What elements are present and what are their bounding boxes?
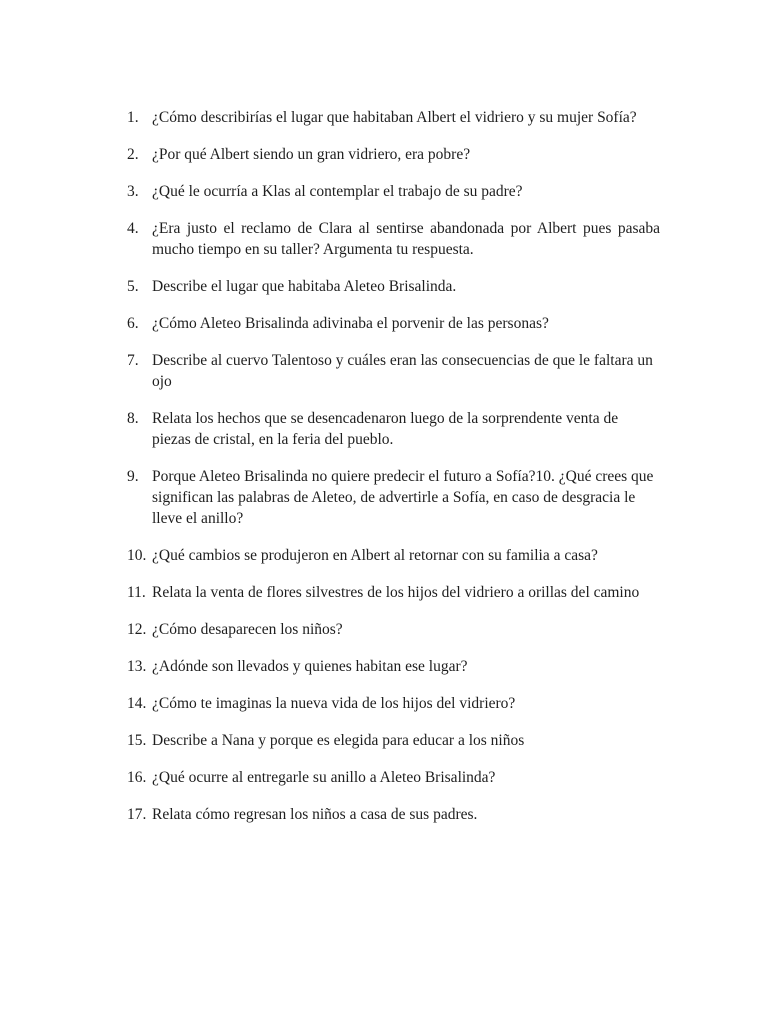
- question-item: [127, 619, 660, 640]
- question-number: 14.: [127, 695, 147, 712]
- question-item: [127, 582, 660, 603]
- question-item: [127, 276, 660, 297]
- question-text: ¿Por qué Albert siendo un gran vidriero, era pobre?: [152, 146, 471, 163]
- question-text: ¿Cómo Aleteo Brisalinda adivinaba el porvenir de las personas?: [152, 315, 549, 332]
- question-text: ¿Era justo el reclamo de Clara al sentirse abandonada por Albert pues pasaba mucho tiempo en su taller? Argumenta tu respuesta.: [152, 220, 660, 258]
- question-item: [127, 656, 660, 677]
- question-number: 6.: [127, 315, 139, 332]
- question-item: [127, 466, 660, 529]
- question-text: Relata cómo regresan los niños a casa de sus padres.: [152, 806, 478, 823]
- question-item: [127, 545, 660, 566]
- question-text: ¿Cómo desaparecen los niños?: [152, 621, 343, 638]
- question-number: 7.: [127, 352, 139, 369]
- question-text: Relata la venta de flores silvestres de los hijos del vidriero a orillas del camino: [152, 584, 640, 601]
- question-item: [127, 408, 660, 450]
- question-number: 3.: [127, 183, 139, 200]
- question-number: 11.: [127, 584, 146, 601]
- question-number: 8.: [127, 410, 139, 427]
- question-number: 2.: [127, 146, 139, 163]
- question-item: [127, 767, 660, 788]
- question-text: ¿Qué le ocurría a Klas al contemplar el trabajo de su padre?: [152, 183, 523, 200]
- question-number: 16.: [127, 769, 147, 786]
- question-text: ¿Qué ocurre al entregarle su anillo a Aleteo Brisalinda?: [152, 769, 496, 786]
- question-item: [127, 730, 660, 751]
- question-number: 5.: [127, 278, 139, 295]
- question-item: [127, 218, 660, 260]
- question-list: [127, 107, 660, 841]
- question-text: Describe a Nana y porque es elegida para educar a los niños: [152, 732, 525, 749]
- question-number: 4.: [127, 220, 139, 237]
- question-text: Describe el lugar que habitaba Aleteo Brisalinda.: [152, 278, 457, 295]
- question-item: [127, 350, 660, 392]
- question-item: [127, 107, 660, 128]
- question-number: 15.: [127, 732, 147, 749]
- question-number: 12.: [127, 621, 147, 638]
- question-item: [127, 804, 660, 825]
- question-number: 9.: [127, 468, 139, 485]
- question-text: ¿Qué cambios se produjeron en Albert al retornar con su familia a casa?: [152, 547, 598, 564]
- question-number: 13.: [127, 658, 147, 675]
- question-text: Relata los hechos que se desencadenaron luego de la sorprendente venta de piezas de cristal, en la feria del pueblo.: [152, 410, 619, 448]
- question-item: [127, 144, 660, 165]
- question-number: 10.: [127, 547, 147, 564]
- question-text: ¿Cómo describirías el lugar que habitaban Albert el vidriero y su mujer Sofía?: [152, 109, 637, 126]
- question-number: 17.: [127, 806, 147, 823]
- question-item: [127, 181, 660, 202]
- question-item: [127, 313, 660, 334]
- question-number: 1.: [127, 109, 139, 126]
- question-text: ¿Cómo te imaginas la nueva vida de los hijos del vidriero?: [152, 695, 516, 712]
- question-text: Porque Aleteo Brisalinda no quiere predecir el futuro a Sofía?10. ¿Qué crees que significan las palabras de Aleteo, de advertirle a Sofía, en caso de desgracia le lleve el anillo?: [152, 468, 654, 527]
- question-text: ¿Adónde son llevados y quienes habitan ese lugar?: [152, 658, 468, 675]
- question-text: Describe al cuervo Talentoso y cuáles eran las consecuencias de que le faltara un ojo: [152, 352, 653, 390]
- question-item: [127, 693, 660, 714]
